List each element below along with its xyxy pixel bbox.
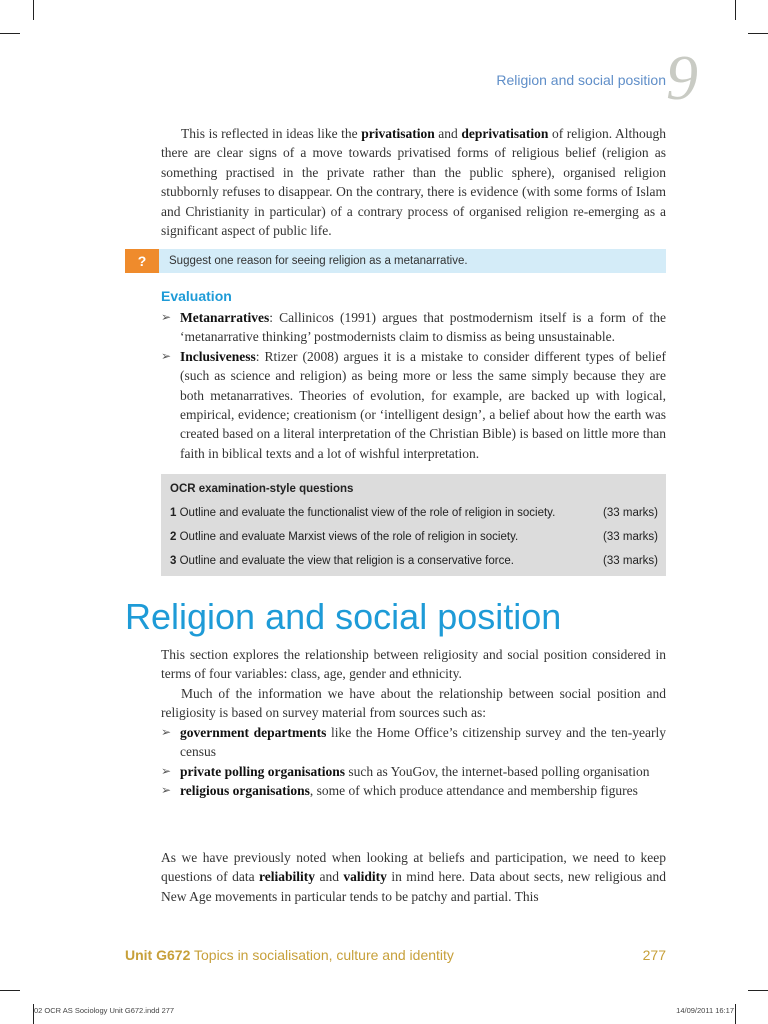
marks-label: (33 marks) (603, 507, 658, 519)
question-text: Suggest one reason for seeing religion as a metanarrative. (169, 255, 468, 267)
section-title: Religion and social position (125, 596, 562, 637)
crop-mark (735, 1004, 736, 1024)
arrow-bullet-icon: ➢ (161, 348, 172, 363)
evaluation-heading: Evaluation (161, 288, 232, 304)
crop-mark (748, 990, 768, 991)
intro-paragraph: This is reflected in ideas like the privatisation and deprivatisation of religion. Although there are clear signs of a move towards privatised forms of religious belief (religion as something practised in the private rather than the public sphere), organised religion stubbornly refuses to disappear. On the contrary, there is evidence (with some forms of Islam and Christianity in particular) of a contrary process of organised religion re-emerging as a significant aspect of public life. (161, 126, 666, 239)
crop-mark (0, 990, 20, 991)
term-deprivatisation: deprivatisation (461, 126, 549, 141)
crop-mark (33, 0, 34, 20)
list-item: ➢ religious organisations, some of which produce attendance and membership figures (161, 781, 666, 800)
evaluation-list (161, 308, 666, 463)
ocr-box-title: OCR examination-style questions (170, 483, 354, 495)
list-item: ➢ government departments like the Home Office’s citizenship survey and the ten-yearly census (161, 725, 666, 760)
ocr-question: 3 Outline and evaluate the view that religion is a conservative force. (33 marks) (170, 555, 658, 567)
term-reliability: reliability (259, 869, 316, 885)
list-item: ➢ private polling organisations such as YouGov, the internet-based polling organisation (161, 762, 666, 781)
ocr-questions-box (161, 474, 666, 576)
crop-mark (735, 0, 736, 20)
section-paragraph-2: Much of the information we have about the relationship between social position and religiosity is based on survey material from sources such as: (161, 686, 666, 721)
crop-mark (748, 33, 768, 34)
sources-list (161, 723, 666, 801)
arrow-bullet-icon: ➢ (161, 310, 172, 324)
section-paragraph-1: This section explores the relationship between religiosity and social position considered in terms of four variables: class, age, gender and ethnicity. (161, 647, 666, 682)
arrow-bullet-icon: ➢ (161, 763, 172, 778)
term-validity: validity (343, 869, 387, 885)
term-privatisation: privatisation (361, 126, 435, 141)
list-item: ➢ Metanarratives: Callinicos (1991) argues that postmodernism itself is a form of the ‘metanarrative thinking’ postmodernists claim to dismiss as being unsustainable. (161, 310, 666, 345)
marks-label: (33 marks) (603, 531, 658, 543)
section-paragraph-3: As we have previously noted when looking at beliefs and participation, we need to keep questions of data reliability and validity in mind here. Data about sects, new religious and New Age movements in particular tends to be patchy and partial. This (161, 850, 666, 904)
crop-mark (0, 33, 20, 34)
ocr-question: 1 Outline and evaluate the functionalist view of the role of religion in society. (33 marks) (170, 507, 658, 519)
marks-label: (33 marks) (603, 555, 658, 567)
footer-unit: Unit G672 Topics in socialisation, culture and identity (125, 947, 454, 963)
list-item: ➢ Inclusiveness: Rtizer (2008) argues it is a mistake to consider different types of belief (such as science and religion) as being more or less the same simply because they are both metanarratives. Theories of evolution, for example, are backed up with logical, empirical, evidence; creationism (or ‘intelligent design’, a belief about how the earth was created based on a literal interpretation of the Christian Bible) is based on little more than faith in biblical texts and a lot of wishful interpretation. (161, 348, 666, 461)
print-slug-date: 14/09/2011 16:17 (676, 1006, 734, 1015)
ocr-question: 2 Outline and evaluate Marxist views of the role of religion in society. (33 marks) (170, 531, 658, 543)
running-head: Religion and social position (496, 72, 666, 88)
print-slug-file: 02 OCR AS Sociology Unit G672.indd 277 (34, 1006, 175, 1015)
arrow-bullet-icon: ➢ (161, 725, 172, 739)
question-bar (125, 249, 666, 273)
chapter-number: 9 (666, 42, 698, 113)
question-badge: ? (125, 249, 159, 273)
page-number: 277 (642, 947, 666, 963)
arrow-bullet-icon: ➢ (161, 783, 172, 798)
